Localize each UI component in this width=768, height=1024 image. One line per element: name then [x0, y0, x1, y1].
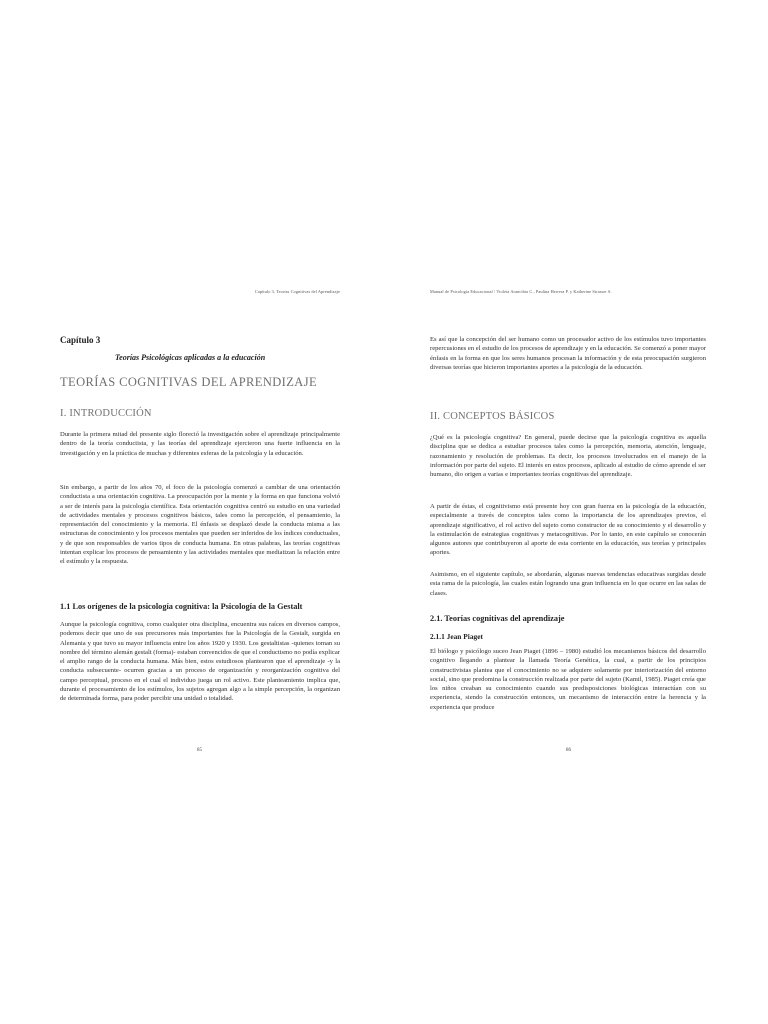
running-header: Manual de Psicología Educacional / Violeta Arancibia C., Paulina Herrera P. y Katherine Strasser S. — [430, 289, 612, 294]
paragraph-5: El biólogo y psicólogo suceo Jean Piaget (1896 – 1980) estudió los mecanismos básicos del desarrollo cognitivo llegando a plantear la llamada Teoría Genética, la cual, a partir de los principios constructivistas plantea que el conocimiento no se adquiere solamente por interiorización del entorno social, sino que predomina la construcción realizada por parte del sujeto (Kamil, 1985). Piaget creía que los niños creaban su conocimiento cuando sus predisposiciones biológicas interactúan con su experiencia, siendo la construcción entonces, un mecanismo de interacción entre la herencia y la experiencia que produce — [430, 648, 706, 711]
chapter-label: Capítulo 3 — [60, 335, 101, 345]
running-header: Capítulo 3, Teorías Cognitivas del Aprendizaje — [254, 289, 340, 294]
section-heading-conceptos-basicos: II. CONCEPTOS BÁSICOS — [430, 411, 555, 422]
paragraph-3: A partir de éstas, el cognitivismo está presente hoy con gran fuerza en la psicología de la educación, especialmente a través de conceptos tales como la importancia de los aprendizajes previos, el aprendizaje significativo, el rol activo del sujeto como constructor de su conocimiento y el desarrollo y la estimulación de estrategias cognitivas y metacognitivas. Por lo tanto, en este capítulo se conocerán algunos autores que contribuyeron al aporte de esta corriente en la educación, sus teorías y principales aportes. — [430, 503, 706, 557]
paragraph-gestalt: Aunque la psicología cognitiva, como cualquier otra disciplina, encuentra sus raíces en diversos campos, podemos decir que uno de sus precursores más importantes fue la Psicología de la Gestalt, surgida en Alemania y que tuvo su mayor influencia entre los años 1920 y 1930. Los gestaltistas -quienes toman su nombre del término alemán gestalt (forma)- estaban convencidos de que el conductismo no podía explicar el amplio rango de la conducta humana. Más bien, estos estudiosos plantearon que el aprendizaje -y la conducta subsecuente- ocurren gracias a un proceso de organización y reorganización cognitiva del campo perceptual, proceso en el cual el individuo juega un rol activo. Este planteamiento implica que, durante el procesamiento de los estímulos, los sujetos agregan algo a la simple percepción, la organizan de determinada forma, para poder percibir una unidad o totalidad. — [60, 621, 340, 703]
chapter-subtitle: Teorías Psicológicas aplicadas a la educación — [115, 353, 266, 362]
paragraph-1: Es así que la concepción del ser humano como un procesador activo de los estímulos tuvo importantes repercusiones en el estudio de los procesos de aprendizaje y en la educación. Se comenzó a poner mayor énfasis en la forma en que los seres humanos procesan la información y de esta preocupación surgieron diversas teorías que hicieron importantes aportes a la psicología de la educación. — [430, 336, 706, 371]
page-number: 86 — [566, 748, 571, 753]
subsection-heading-gestalt: 1.1 Los orígenes de la psicología cognitiva: la Psicología de la Gestalt — [60, 602, 303, 611]
page-number: 85 — [197, 748, 202, 753]
left-page — [60, 0, 340, 1024]
paragraph-intro-1: Durante la primera mitad del presente siglo floreció la investigación sobre el aprendizaje principalmente dentro de la teoría conductista, y las teorías del aprendizaje ejercieron una fuerte influencia en la investigación y en la práctica de muchas y diferentes esferas de la psicología y la educación. — [60, 431, 340, 457]
paragraph-2: ¿Qué es la psicología cognitiva? En general, puede decirse que la psicología cognitiva es aquella disciplina que se dedica a estudiar procesos tales como la percepción, memoria, atención, lenguaje, razonamiento y resolución de problemas. Es decir, los procesos involucrados en el manejo de la información por parte del sujeto. El interés en estos procesos, aplicado al estudio de cómo aprende el ser humano, dio origen a varias e importantes teorías cognitivas del aprendizaje. — [430, 434, 706, 479]
paragraph-4: Asimismo, en el siguiente capítulo, se abordarán, algunas nuevas tendencias educativas surgidas desde esta rama de la psicología, las cuales están logrando una gran influencia en lo que ocurre en las salas de clases. — [430, 571, 706, 597]
subsection-heading-jean-piaget: 2.1.1 Jean Piaget — [430, 632, 483, 641]
right-page — [430, 0, 706, 1024]
chapter-title: TEORÍAS COGNITIVAS DEL APRENDIZAJE — [60, 375, 318, 389]
paragraph-intro-2: Sin embargo, a partir de los años 70, el foco de la psicología comenzó a cambiar de una orientación conductista a una orientación cognitiva. La preocupación por la mente y la forma en que funciona volvió a ser de interés para la psicología científica. Esta orientación cognitiva centró su estudio en una variedad de actividades mentales y procesos cognitivos básicos, tales como la percepción, el pensamiento, la representación del conocimiento y la memoria. El énfasis se desplazó desde la conducta misma a las estructuras de conocimiento y los procesos mentales que pueden ser inferidos de los índices conductuales, y de que son responsables de varios tipos de conducta humana. En otras palabras, las teorías cognitivas intentan explicar los procesos de pensamiento y las actividades mentales que mediatizan la relación entre el estímulo y la respuesta. — [60, 484, 340, 566]
subsection-heading-teorias-cognitivas: 2.1. Teorías cognitivas del aprendizaje — [430, 614, 565, 623]
section-heading-introduccion: I. INTRODUCCIÓN — [60, 408, 152, 419]
